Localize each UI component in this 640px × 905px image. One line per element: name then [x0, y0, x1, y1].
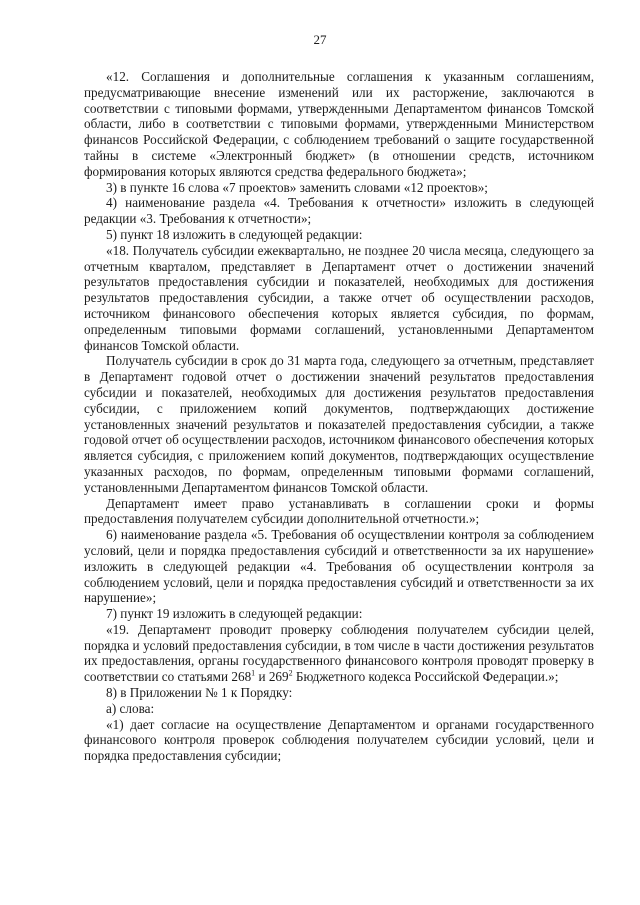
footnote-superscript-1: 1	[251, 668, 256, 678]
paragraph-item-5: 5) пункт 18 изложить в следующей редакции:	[106, 226, 363, 242]
paragraph-item-6: 6) наименование раздела «5. Требования об осуществлении контроля за соблюдением условий, цели и порядка предоставления субсидий и ответственности за их нарушение» изложить в следующей редакции «4. Требования об осуществлении контроля за соблюдением условий, цели и порядка предоставления субсидий и ответственности за их нарушение»;	[84, 527, 594, 606]
paragraph-annual-report: Получатель субсидии в срок до 31 марта года, следующего за отчетным, представляет в Департамент годовой отчет о достижении значений результатов предоставления субсидии и показателей, необходимых для достижения результатов предоставления субсидии, с приложением копий документов, подтверждающих достижение установленных значений результатов и показателей предоставления субсидии, а также годовой отчет об осуществлении расходов, источником финансового обеспечения которых является субсидия, с приложением копий документов, подтверждающих осуществление указанных расходов, по формам, определенным типовыми формами соглашений, установленными Департаментом финансов Томской области.	[84, 353, 594, 495]
page-number: 27	[313, 32, 327, 47]
paragraph-subitem-a: а) слова:	[106, 700, 155, 716]
paragraph-consent: «1) дает согласие на осуществление Департаментом и органами государственного финансового контроля проверок соблюдения получателем субсидии условий, цели и порядка предоставления субсидии;	[84, 716, 594, 764]
paragraph-clause-18: «18. Получатель субсидии ежеквартально, не позднее 20 числа месяца, следующего за отчетным кварталом, представляет в Департамент отчет о достижении значений результатов предоставления субсидии и показателей, необходимых для достижения результатов предоставления субсидии, а также отчет об осуществлении расходов, источником финансового обеспечения которых является субсидия, по формам, определенным типовыми формами соглашений, установленными Департаментом финансов Томской области.	[84, 242, 594, 353]
clause-19-text-middle: и 269	[255, 669, 289, 685]
paragraph-item-7: 7) пункт 19 изложить в следующей редакции:	[106, 606, 363, 622]
footnote-superscript-2: 2	[288, 668, 293, 678]
paragraph-clause-19	[84, 622, 594, 685]
paragraph-item-3: 3) в пункте 16 слова «7 проектов» заменить словами «12 проектов»;	[106, 179, 488, 195]
document-body	[84, 69, 594, 764]
paragraph-department-right: Департамент имеет право устанавливать в соглашении сроки и формы предоставления получателем субсидии дополнительной отчетности.»;	[84, 495, 594, 527]
clause-19-text-start: «19. Департамент проводит проверку соблюдения получателем субсидии целей, порядка и условий предоставления субсидии, в том числе в части достижения результатов их предоставления, органы государственного финансового контроля проводят проверку в соответствии со статьями 268	[84, 621, 594, 685]
paragraph-item-12: «12. Соглашения и дополнительные соглашения к указанным соглашениям, предусматривающие внесение изменений или их расторжение, заключаются в соответствии с типовыми формами, утвержденными Департаментом финансов Томской области, либо в соответствии с типовыми формами, утвержденными Министерством финансов Российской Федерации, с соблюдением требований о защите государственной тайны в системе «Электронный бюджет» (в отношении средств, источником формирования которых являются средства федерального бюджета»;	[84, 69, 594, 179]
paragraph-item-4: 4) наименование раздела «4. Требования к отчетности» изложить в следующей редакции «3. Требования к отчетности»;	[84, 195, 594, 227]
paragraph-item-8: 8) в Приложении № 1 к Порядку:	[106, 685, 293, 701]
clause-19-text-end: Бюджетного кодекса Российской Федерации.»;	[292, 669, 559, 685]
